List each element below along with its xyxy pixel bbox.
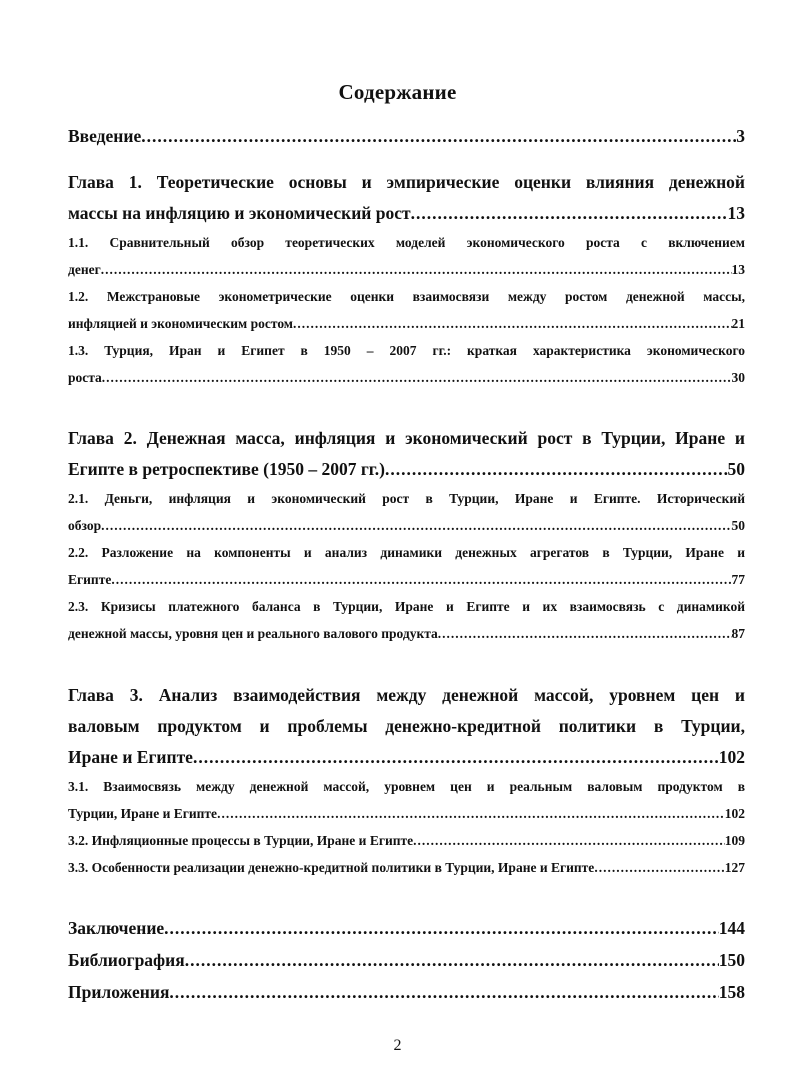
section-2-1-line-2: обзор ..... 50 [68, 518, 745, 534]
chapter-1-title-line-2: массы на инфляцию и экономический рост ..... 13 [68, 203, 745, 224]
section-1-3-page: 30 [731, 370, 745, 385]
chapter-2-title-line-1: Глава 2. Денежная масса, инфляция и экономический рост в Турции, Иране и [68, 428, 745, 448]
toc-intro [68, 126, 745, 147]
page-number: 2 [393, 1037, 402, 1054]
section-1-2-line-1: 1.2. Межстрановые эконометрические оценки взаимосвязи между ростом денежной массы, [68, 289, 745, 304]
section-1-1-page: 13 [731, 262, 745, 277]
section-3-2-page: 109 [724, 833, 745, 848]
section-2-3-page: 87 [731, 626, 745, 641]
toc-bibliography-page: 150 [718, 950, 745, 970]
section-3-3: 3.3. Особенности реализации денежно-кредитной политики в Турции, Иране и Египте ..... 127 [68, 860, 745, 876]
chapter-2-page: 50 [727, 459, 745, 479]
chapter-3-page: 102 [718, 747, 745, 767]
section-1-2-line-2: инфляцией и экономическим ростом ..... 21 [68, 316, 745, 332]
toc-bibliography: Библиография ..... 150 [68, 950, 745, 971]
section-2-1-page: 50 [731, 518, 745, 533]
section-2-3-line-1: 2.3. Кризисы платежного баланса в Турции, Иране и Египте и их взаимосвязь с динамикой [68, 599, 745, 614]
section-1-3-line-1: 1.3. Турция, Иран и Египет в 1950 – 2007 гг.: краткая характеристика экономического [68, 343, 745, 358]
chapter-3-title-line-3: Иране и Египте ..... 102 [68, 747, 745, 768]
toc-appendices: Приложения ..... 158 [68, 982, 745, 1003]
toc-conclusion: Заключение ..... 144 [68, 918, 745, 939]
section-1-2-page: 21 [731, 316, 745, 331]
section-3-1-line-2: Турции, Иране и Египте ..... 102 [68, 806, 745, 822]
section-1-3-line-2: роста ..... 30 [68, 370, 745, 386]
section-3-1-line-1: 3.1. Взаимосвязь между денежной массой, уровнем цен и реальным валовым продуктом в [68, 779, 745, 794]
chapter-3-title-line-1: Глава 3. Анализ взаимодействия между денежной массой, уровнем цен и [68, 685, 745, 705]
section-3-2: 3.2. Инфляционные процессы в Турции, Иране и Египте ..... 109 [68, 833, 745, 849]
section-3-3-page: 127 [724, 860, 745, 875]
section-2-2-line-2: Египте ..... 77 [68, 572, 745, 588]
section-1-1-line-1: 1.1. Сравнительный обзор теоретических моделей экономического роста с включением [68, 235, 745, 250]
toc-intro-label: Введение [68, 126, 142, 146]
section-3-1-page: 102 [724, 806, 745, 821]
section-2-2-line-1: 2.2. Разложение на компоненты и анализ динамики денежных агрегатов в Турции, Иране и [68, 545, 745, 560]
chapter-1-title-line-1: Глава 1. Теоретические основы и эмпирические оценки влияния денежной [68, 172, 745, 192]
section-2-1-line-1: 2.1. Деньги, инфляция и экономический рост в Турции, Иране и Египте. Исторический [68, 491, 745, 506]
section-2-3-line-2: денежной массы, уровня цен и реального валового продукта ..... 87 [68, 626, 745, 642]
chapter-1-page: 13 [727, 203, 745, 223]
toc-conclusion-page: 144 [718, 918, 745, 938]
section-1-1-line-2: денег ..... 13 [68, 262, 745, 278]
toc-intro-page: 3 [736, 126, 745, 146]
toc-appendices-page: 158 [718, 982, 745, 1002]
chapter-2-title-line-2: Египте в ретроспективе (1950 – 2007 гг.) ..... 50 [68, 459, 745, 480]
section-2-2-page: 77 [731, 572, 745, 587]
page-title: Содержание [338, 80, 457, 104]
chapter-3-title-line-2: валовым продуктом и проблемы денежно-кредитной политики в Турции, [68, 716, 745, 736]
